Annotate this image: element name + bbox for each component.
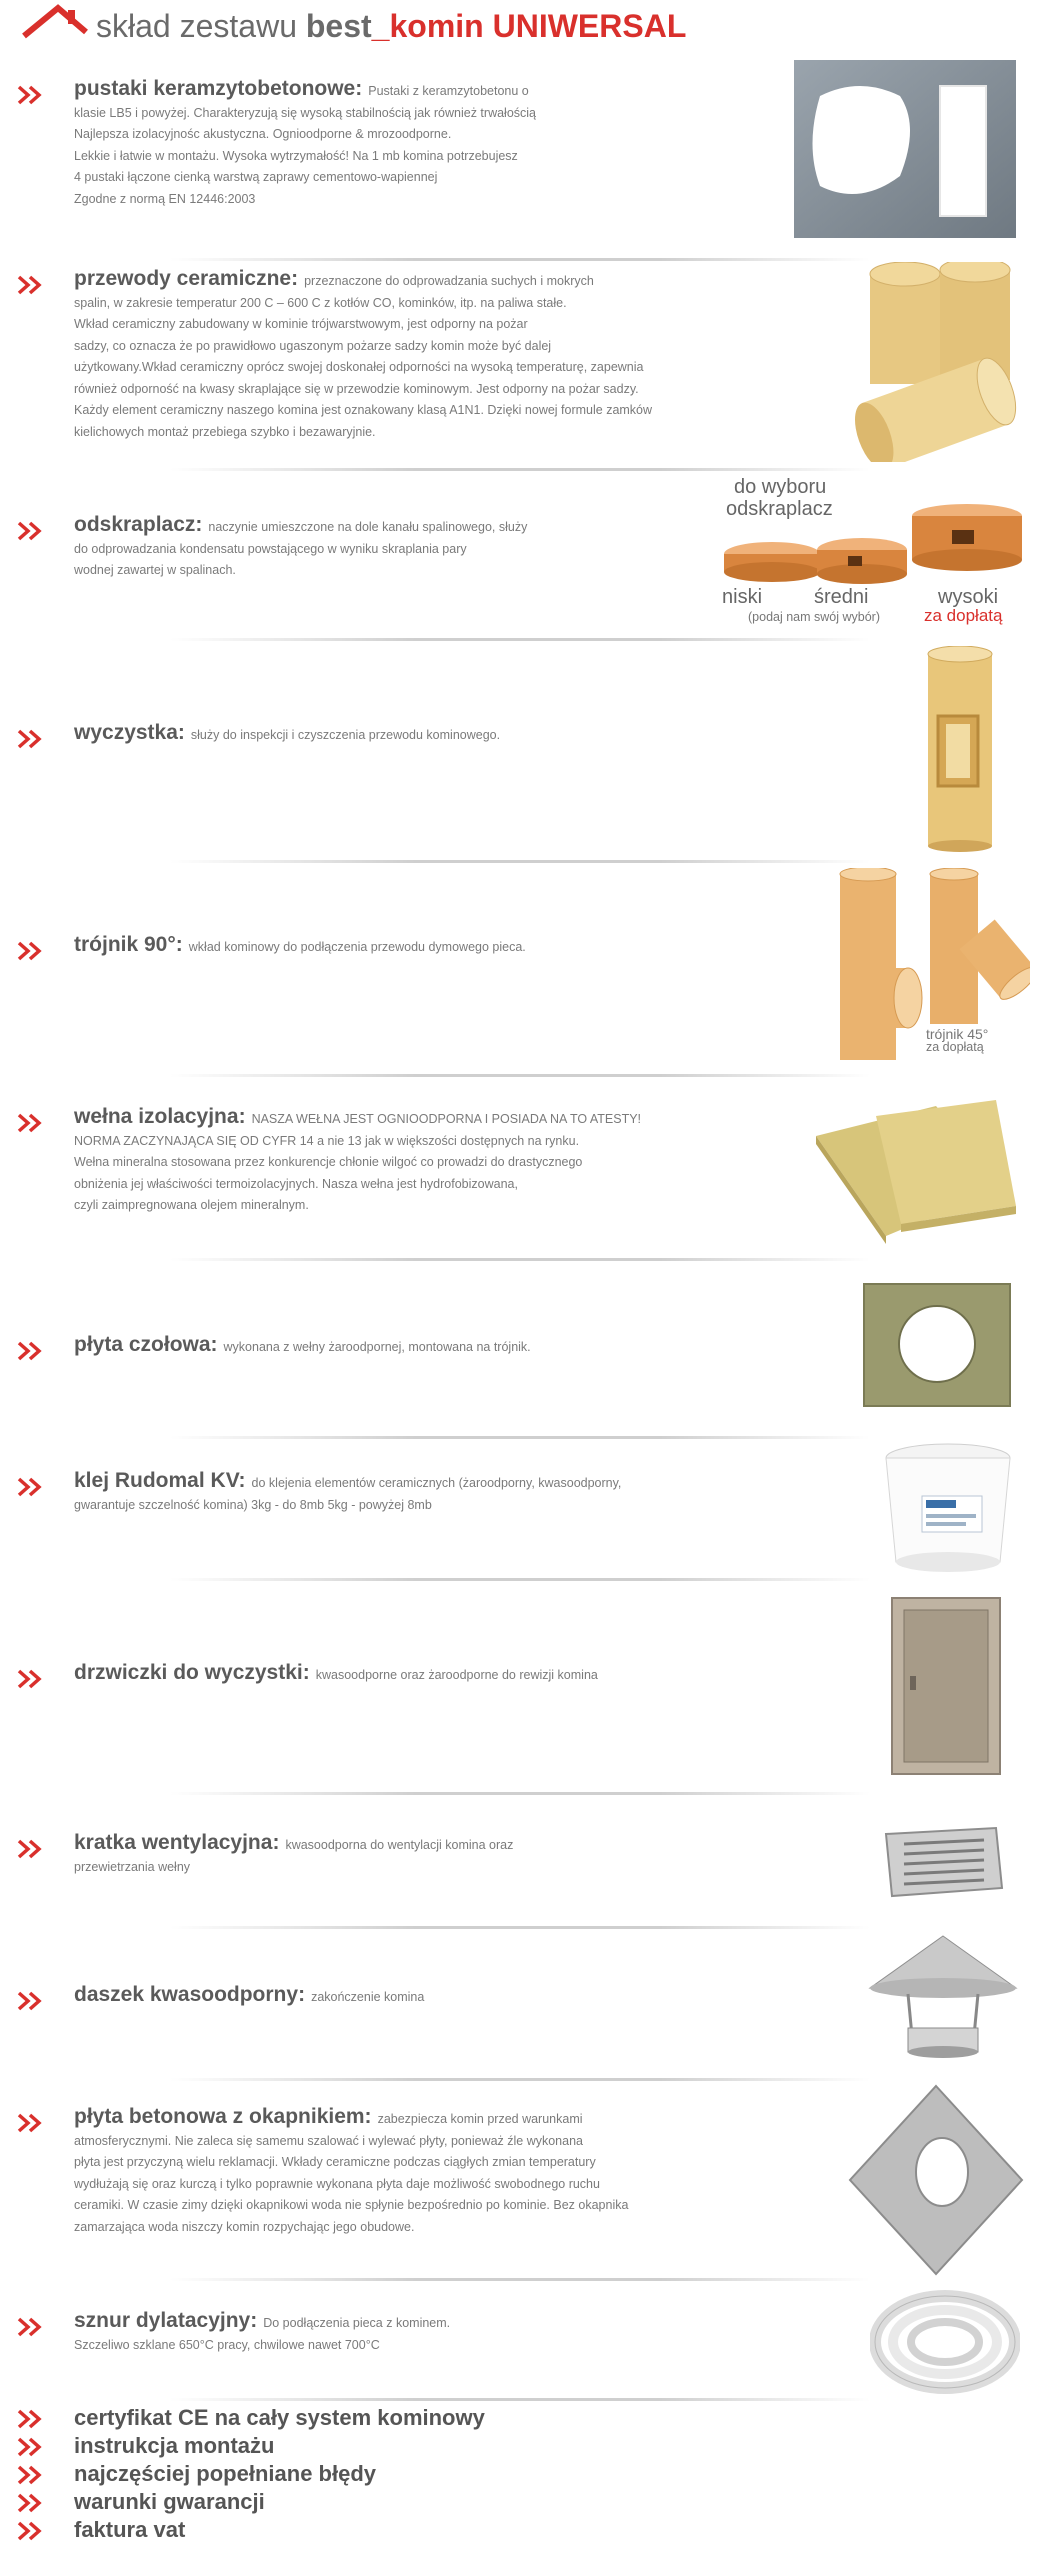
vent-grille-image [876, 1824, 1006, 1900]
tee-surcharge-caption: za dopłatą [926, 1040, 984, 1054]
low-caption: niski [722, 586, 763, 608]
section-divider [170, 1258, 870, 1261]
section-heading: sznur dylatacyjny: [74, 2309, 258, 2332]
high-caption: wysoki [938, 586, 999, 608]
section-plyta-czolowa [0, 1262, 1042, 1440]
double-chevron-icon [16, 84, 46, 106]
section-odskraplacz [0, 472, 1042, 642]
section-heading: kratka wentylacyjna: [74, 1831, 280, 1854]
section-text: przewody ceramiczne: przeznaczone do odprowadzania suchych i mokrych spalin, w zakresie temperatur 200 C – 600 C z kotłów CO, kominków, itp. na paliwa stałe. Wkład ceramiczny zabudowany w kominie trójwarstwowym, jest odporny na pożar sadzy, co oznacza że po prawidłowo ugaszonym pożarze sadzy komin może być dalej użytkowany.Wkład ceramiczny oprócz swojej doskonałej odporności na wysoką temperaturę, zapewnia również odporność na kwasy skraplające się w przewodzie kominowym. Jest odporny na pożar sadzy. Każdy element ceramiczny naszego komina jest oznakowany klasą A1N1. Dzięki nowej formule zamków kielichowych montaż przebiega szybko i bezawaryjnie. [74, 267, 653, 439]
section-klej [0, 1440, 1042, 1582]
list-item-label: faktura vat [74, 2517, 186, 2542]
section-heading: płyta betonowa z okapnikiem: [74, 2105, 372, 2128]
section-daszek [0, 1930, 1042, 2082]
section-text: pustaki keramzytobetonowe: Pustaki z keramzytobetonu o klasie LB5 i powyżej. Charakteryzują się wysoką stabilnością jak również trwałością Najlepsza izolacyjnośc akustyczna. Ognioodporne & mrozoodporne. Lekkie i łatwie w montażu. Wysoka wytrzymałość! Na 1 mb komina potrzebujesz 4 pustaki łączone cienką warstwą zaprawy cementowo-wapiennej Zgodne z normą EN 12446:2003 [74, 77, 536, 206]
section-divider [170, 638, 870, 641]
list-item-label: instrukcja montażu [74, 2433, 275, 2458]
section-przewody [0, 262, 1042, 472]
double-chevron-icon [16, 940, 46, 962]
ceramic-pipes-image [850, 262, 1030, 462]
section-divider [170, 860, 870, 863]
mid-caption: średni [814, 586, 869, 608]
section-text: płyta betonowa z okapnikiem: zabezpiecza komin przed warunkami atmosferycznymi. Nie zaleca się samemu szalować i wylewać płyty, ponieważ źle wykonana płyta jest przyczyną wielu reklamacji. Wkłady ceramiczne podczas ciągłych zmian temperatury wydłużają się oraz kurczą i tylko poprawnie wykonana płyta daje możliwość swobodnego ruchu ceramiki. W czasie zimy dzięki okapnikowi woda nie spłynie bezpośrednio po kominie. Bez okapnika zamarzająca woda niszczy komin rozpychając jego obudowe. [74, 2105, 629, 2234]
section-pustaki [0, 62, 1042, 262]
choose-caption-2: odskraplacz [726, 498, 833, 520]
section-heading: płyta czołowa: [74, 1333, 218, 1356]
section-divider [170, 1578, 870, 1581]
house-roof-icon [22, 4, 92, 44]
surcharge-caption: za dopłatą [924, 606, 1003, 625]
section-plyta-betonowa [0, 2082, 1042, 2282]
section-heading: odskraplacz: [74, 513, 203, 536]
double-chevron-icon [16, 2464, 46, 2486]
list-item-label: najczęściej popełniane błędy [74, 2461, 376, 2486]
insulation-wool-image [806, 1096, 1026, 1246]
section-text: wełna izolacyjna: NASZA WEŁNA JEST OGNIOODPORNA I POSIADA NA TO ATESTY! NORMA ZACZYNAJĄCA SIĘ OD CYFR 14 a nie 13 jak w większości dostępnych na rynku. Wełna mineralna stosowana przez konkurencje chłonie wilgoć co prowadzi do drastycznego obniżenia jej właściwości termoizolacyjnych. Nasza wełna jest hydrofobizowana, czyli zaimpregnowana olejem mineralnym. [74, 1105, 642, 1212]
double-chevron-icon [16, 520, 46, 542]
double-chevron-icon [16, 2408, 46, 2430]
cleanout-pipe-image [920, 646, 1000, 852]
section-heading: przewody ceramiczne: [74, 267, 299, 290]
list-item [0, 2461, 700, 2489]
section-text: płyta czołowa: wykonana z wełny żaroodpornej, montowana na trójnik. [74, 1333, 531, 1356]
section-divider [170, 2278, 870, 2281]
cleanout-door-image [890, 1596, 1002, 1776]
list-item [0, 2405, 700, 2433]
hollow-block-image [790, 56, 1020, 242]
double-chevron-icon [16, 728, 46, 750]
chimney-cap-image [868, 1932, 1018, 2072]
section-heading: daszek kwasoodporny: [74, 1983, 306, 2006]
section-divider [170, 1792, 870, 1795]
section-text: klej Rudomal KV: do klejenia elementów ceramicznych (żaroodporny, kwasoodporny, gwarantuje szczelność komina) 3kg - do 8mb 5kg - powyżej 8mb [74, 1469, 622, 1512]
section-text: daszek kwasoodporny: zakończenie komina [74, 1983, 425, 2006]
concrete-slab-image [846, 2082, 1026, 2278]
section-text: wyczystka: służy do inspekcji i czyszczenia przewodu kominowego. [74, 721, 501, 744]
section-text: sznur dylatacyjny: Do podłączenia pieca z kominem. Szczeliwo szklane 650°C pracy, chwilowe nawet 700°C [74, 2309, 451, 2352]
double-chevron-icon [16, 1990, 46, 2012]
double-chevron-icon [16, 2316, 46, 2338]
double-chevron-icon [16, 1340, 46, 1362]
double-chevron-icon [16, 2492, 46, 2514]
section-divider [170, 2398, 870, 2401]
condensate-traps-image [722, 496, 1022, 596]
section-heading: wełna izolacyjna: [74, 1105, 246, 1128]
section-text: kratka wentylacyjna: kwasoodporna do wentylacji komina oraz przewietrzania wełny [74, 1831, 514, 1874]
section-welna [0, 1078, 1042, 1262]
section-sznur [0, 2282, 1042, 2402]
section-divider [170, 1074, 870, 1077]
choose-caption: do wyboru [734, 476, 827, 498]
section-divider [170, 2078, 870, 2081]
section-heading: drzwiczki do wyczystki: [74, 1661, 310, 1684]
double-chevron-icon [16, 2436, 46, 2458]
section-kratka [0, 1796, 1042, 1930]
choice-note: (podaj nam swój wybór) [748, 610, 880, 624]
page-header [22, 0, 722, 48]
section-wyczystka [0, 642, 1042, 864]
section-heading: wyczystka: [74, 721, 185, 744]
double-chevron-icon [16, 1476, 46, 1498]
list-item [0, 2517, 700, 2545]
double-chevron-icon [16, 1112, 46, 1134]
adhesive-bucket-image [878, 1440, 1018, 1576]
section-trojnik [0, 864, 1042, 1078]
section-drzwiczki [0, 1582, 1042, 1796]
section-text: trójnik 90°: wkład kominowy do podłączenia przewodu dymowego pieca. [74, 933, 526, 956]
double-chevron-icon [16, 1668, 46, 1690]
section-divider [170, 1436, 870, 1439]
section-heading: trójnik 90°: [74, 933, 183, 956]
list-item-label: warunki gwarancji [74, 2489, 265, 2514]
list-item [0, 2433, 700, 2461]
rope-coil-image [870, 2286, 1020, 2396]
section-text: drzwiczki do wyczystki: kwasoodporne oraz żaroodporne do rewizji komina [74, 1661, 598, 1684]
page-title: skład zestawu best_komin UNIWERSAL [96, 8, 687, 44]
section-heading: klej Rudomal KV: [74, 1469, 246, 1492]
section-divider [170, 468, 870, 471]
list-item [0, 2489, 700, 2517]
section-text: odskraplacz: naczynie umieszczone na dole kanału spalinowego, służy do odprowadzania kondensatu powstającego w wyniku skraplania pary wodnej zawartej w spalinach. [74, 513, 528, 577]
double-chevron-icon [16, 274, 46, 296]
front-plate-image [862, 1282, 1012, 1408]
tee-45-caption: trójnik 45° [926, 1026, 989, 1042]
list-item-label: certyfikat CE na cały system kominowy [74, 2405, 485, 2430]
section-divider [170, 1926, 870, 1929]
double-chevron-icon [16, 2112, 46, 2134]
double-chevron-icon [16, 2520, 46, 2542]
section-heading: pustaki keramzytobetonowe: [74, 77, 363, 100]
section-divider [170, 258, 870, 261]
double-chevron-icon [16, 1838, 46, 1860]
